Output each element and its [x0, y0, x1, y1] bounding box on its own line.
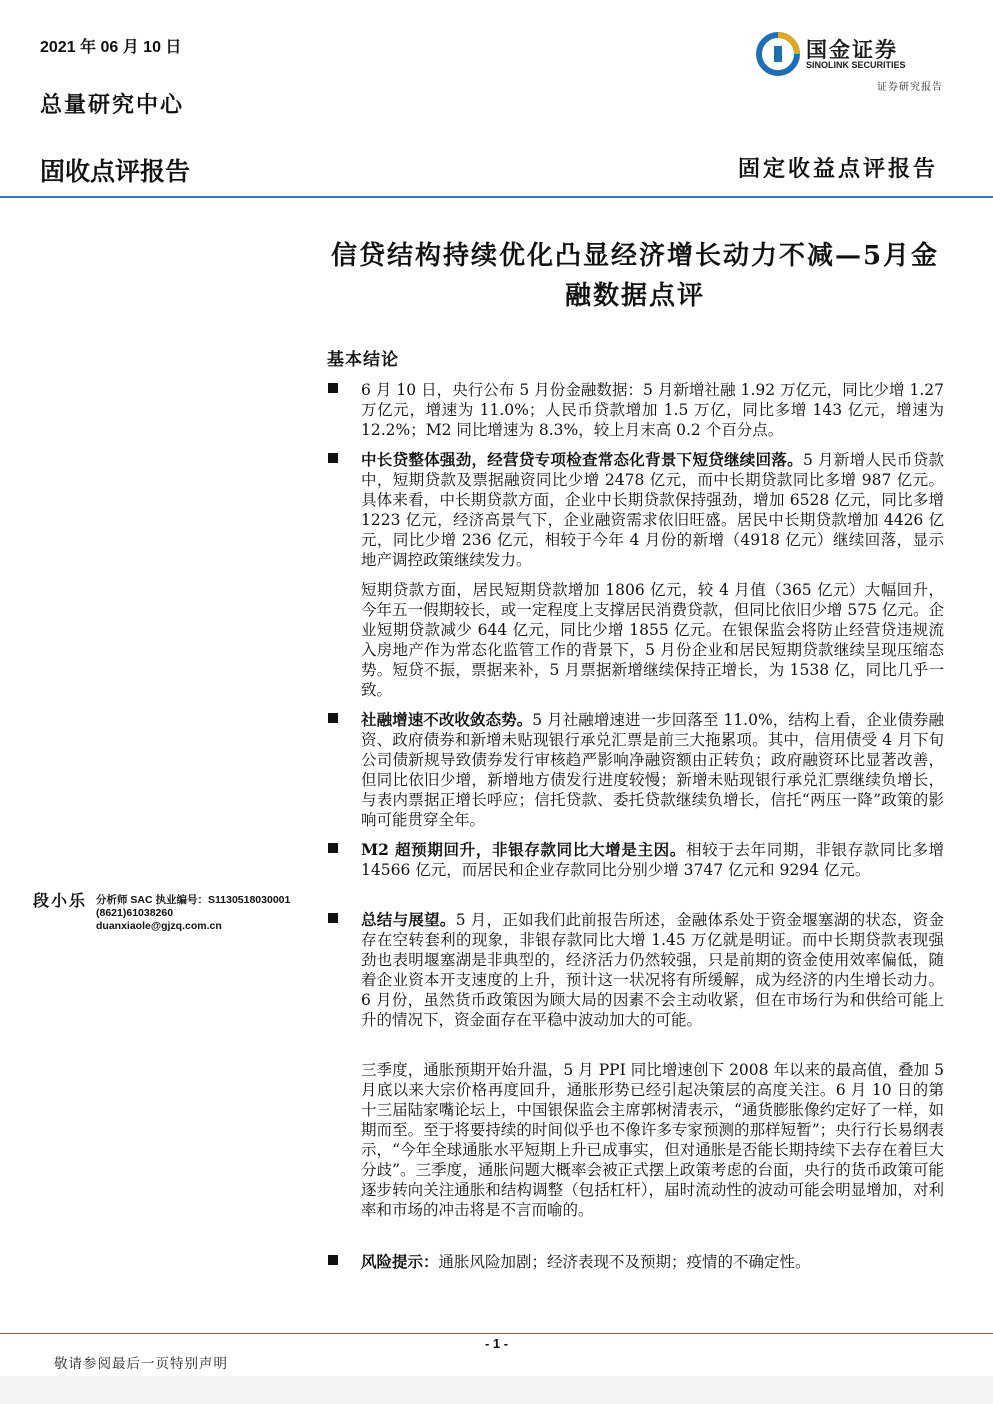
bullet-icon — [327, 838, 341, 852]
analyst-email[interactable]: duanxiaole@gjzq.com.cn — [96, 920, 222, 932]
footer-divider — [0, 1333, 993, 1334]
bullet-lead: M2 超预期回升，非银存款同比大增是主因。 — [361, 840, 686, 859]
analyst-sac-id: 分析师 SAC 执业编号：S1130518030001 — [96, 894, 291, 906]
bullet-lead: 社融增速不改收敛态势。 — [361, 710, 533, 729]
bullet-continuation — [361, 580, 944, 700]
report-date: 2021 年 06 月 10 日 — [40, 39, 182, 56]
disclaimer-note: 敬请参阅最后一页特别声明 — [54, 1356, 228, 1372]
bullet-paragraph — [361, 380, 944, 440]
bullet-paragraph — [361, 910, 944, 1030]
section-heading: 基本结论 — [327, 350, 399, 370]
bullet-lead: 中长贷整体强劲，经营贷专项检查常态化背景下短贷继续回落。 — [361, 450, 803, 469]
report-title: 信贷结构持续优化凸显经济增长动力不减—5月金融数据点评 — [330, 241, 940, 311]
bullet-paragraph — [361, 450, 944, 570]
bullet-text: 通胀风险加剧；经济表现不及预期；疫情的不确定性。 — [438, 1253, 811, 1271]
analyst-phone: (8621)61038260 — [96, 907, 174, 919]
page-number: - 1 - — [484, 1336, 509, 1351]
bullet-text: 短期贷款方面，居民短期贷款增加 1806 亿元，较 4 月值（365 亿元）大幅回升，今年五一假期较长，或一定程度上支撑居民消费贷款，但同比依旧少增 575 亿元。企业短期贷款减少 644 亿元，同比少增 1855 亿元。在银保监会将防止经营贷违规流入房地产作为常态化监管工作的背景下，5 月份企业和居民短期贷款继续呈现压缩态势。短贷不振，票据来补，5 月票据新增继续保持正增长，为 1538 亿，同比几乎一致。 — [361, 581, 944, 699]
bullet-text: 6 月 10 日，央行公布 5 月份金融数据：5 月新增社融 1.92 万亿元，同比少增 1.27 万亿元，增速为 11.0%；人民币贷款增加 1.5 万亿，同比多增 143 亿元，增速为 12.2%；M2 同比增速为 8.3%，较上月末高 0.2 个百分点。 — [361, 381, 944, 439]
bullet-text: 5 月社融增速进一步回落至 11.0%，结构上看，企业债券融资、政府债券和新增未贴现银行承兑汇票是前三大拖累项。其中，信用债受 4 月下旬公司债新规导致债券发行审核趋严影响净融资额由正转负；政府融资环比显著改善，但同比依旧少增，新增地方债发行进度较慢；新增未贴现银行承兑汇票继续负增长，与表内票据正增长呼应；信托贷款、委托贷款继续负增长，信托“两压一降”政策的影响可能贯穿全年。 — [361, 711, 944, 829]
sinolink-logo-icon — [756, 32, 800, 76]
analyst-info — [96, 894, 290, 933]
bottom-band — [0, 1376, 993, 1404]
bullet-continuation — [361, 1060, 944, 1220]
bullet-lead: 风险提示： — [361, 1252, 439, 1271]
bullet-text: 相较于去年同期，非银存款同比多增 14566 亿元，而居民和企业存款同比分别少增 3747 亿元和 9294 亿元。 — [361, 841, 944, 879]
analyst-name: 段小乐 — [33, 891, 88, 910]
bullet-paragraph — [361, 840, 944, 880]
doc-type-label: 固收点评报告 — [40, 158, 191, 186]
header-divider — [0, 196, 993, 198]
bullet-icon — [327, 908, 341, 922]
bullet-icon — [327, 378, 341, 392]
bullet-icon — [327, 1250, 341, 1264]
bullet-paragraph — [361, 1252, 944, 1272]
sinolink-logo — [756, 32, 946, 76]
doc-type-right-label: 固定收益点评报告 — [737, 156, 938, 182]
bullet-icon — [327, 708, 341, 722]
bullet-text: 三季度，通胀预期开始升温，5 月 PPI 同比增速创下 2008 年以来的最高值，叠加 5 月底以来大宗价格再度回升，通胀形势已经引起决策层的高度关注。6 月 10 日的第十三届陆家嘴论坛上，中国银保监会主席郭树清表示，“通货膨胀像约定好了一样，如期而至。至于将要持续的时间似乎也不像许多专家预测的那样短暂”；央行行长易纲表示，“今年全球通胀水平短期上升已成事实，但对通胀是否能长期持续下去存在着巨大分歧”。三季度，通胀问题大概率会被正式摆上政策考虑的台面，央行的货币政策可能逐步转向关注通胀和结构调整（包括杠杆），届时流动性的波动可能会明显增加，对利率和市场的冲击将是不言而喻的。 — [361, 1061, 944, 1219]
bullet-icon — [327, 448, 341, 462]
logo-cn-text: 国金证券 — [806, 39, 898, 62]
bullet-paragraph — [361, 710, 944, 830]
report-category: 证券研究报告 — [877, 82, 943, 93]
bullet-text: 5 月，正如我们此前报告所述，金融体系处于资金堰塞湖的状态，资金存在空转套利的现象，非银存款同比大增 1.45 万亿就是明证。而中长期贷款表现强劲也表明堰塞湖是非典型的，经济活力仍然较强，只是前期的资金使用效率偏低，随着企业资本开支速度的上升，预计这一状况将有所缓解，成为经济的内生增长动力。6 月份，虽然货币政策因为顾大局的因素不会主动收紧，但在市场行为和供给可能上升的情况下，资金面存在平稳中波动加大的可能。 — [361, 911, 944, 1029]
logo-en-text: SINOLINK SECURITIES — [806, 60, 906, 70]
research-center: 总量研究中心 — [40, 92, 185, 118]
bullet-text: 5 月新增人民币贷款中，短期贷款及票据融资同比少增 2478 亿元，而中长期贷款同比多增 987 亿元。具体来看，中长期贷款方面，企业中长期贷款保持强劲，增加 6528 亿元，同比多增 1223 亿元，经济高景气下，企业融资需求依旧旺盛。居民中长期贷款增加 4426 亿元，同比少增 236 亿元，相较于今年 4 月份的新增（4918 亿元）继续回落，显示地产调控政策继续发力。 — [361, 451, 944, 569]
bullet-lead: 总结与展望。 — [361, 910, 456, 929]
